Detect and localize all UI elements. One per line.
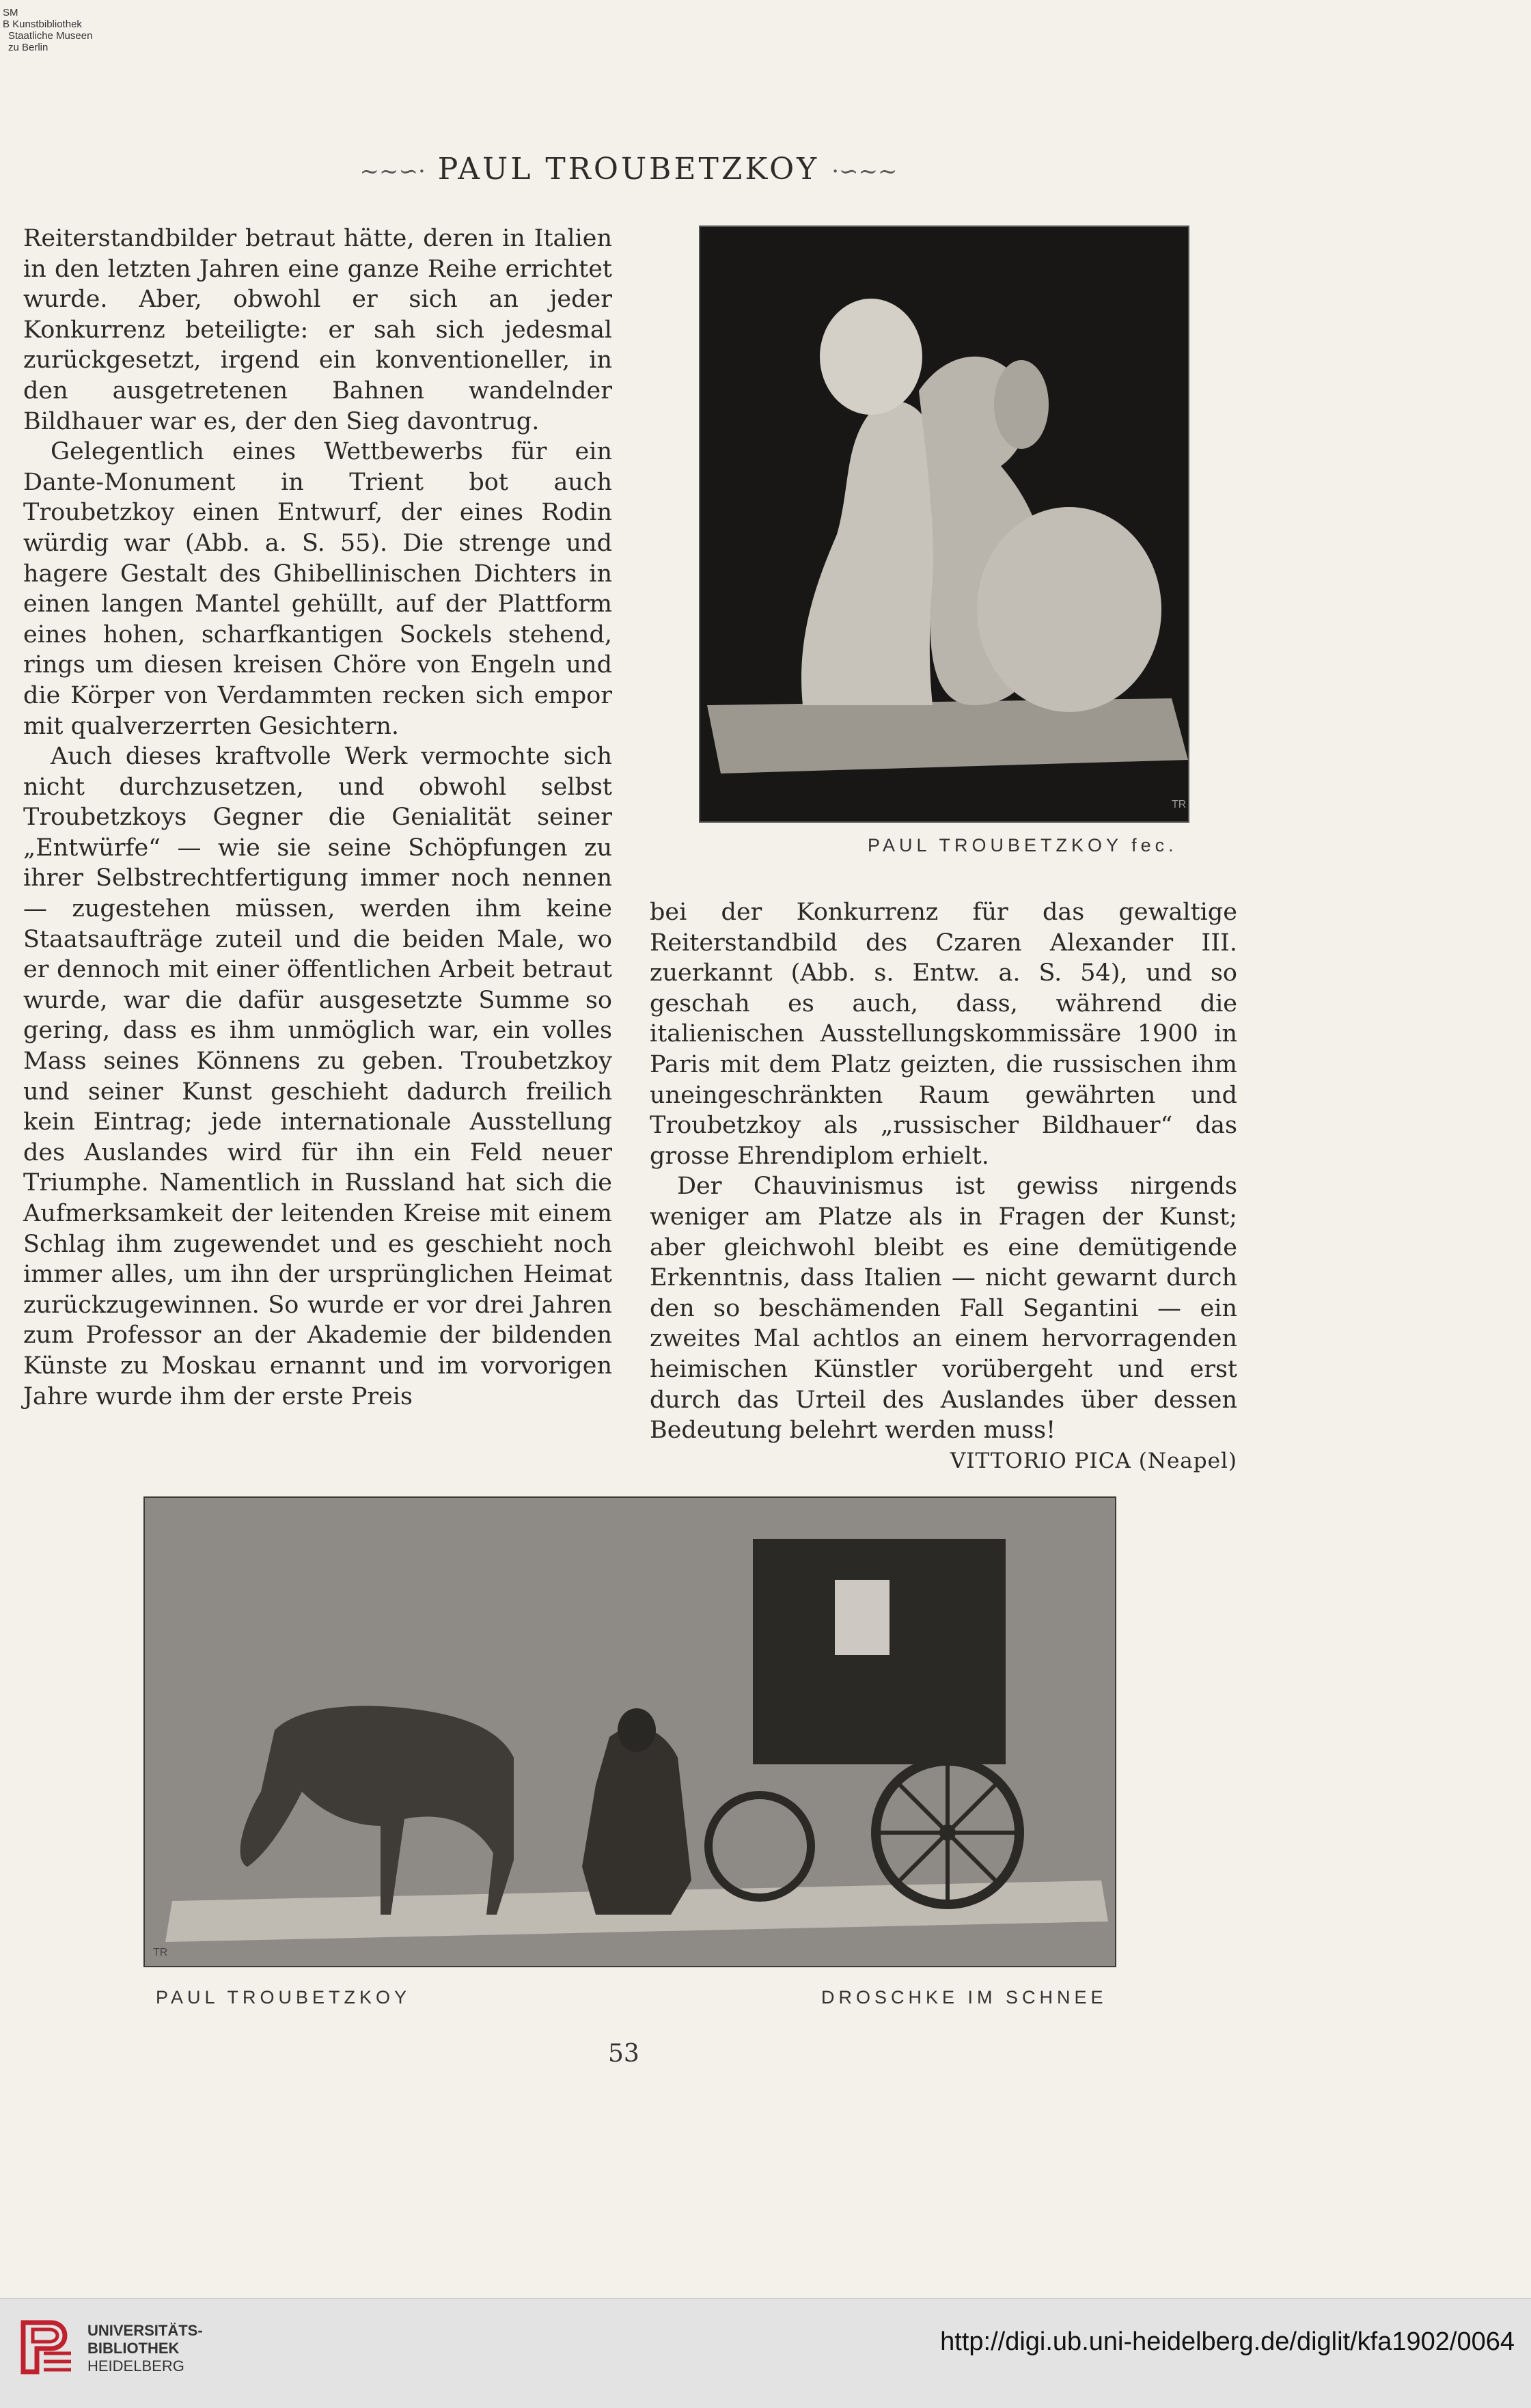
library-stamp [3,7,92,53]
sculpture-photo-carriage-in-snow [143,1496,1116,1967]
university-logo-icon[interactable] [16,2316,78,2380]
paragraph: Gelegentlich eines Wettbewerbs für ein Dante-Monument in Trient bot auch Troubetzkoy einen Entwurf, der eines Rodin würdig war (Abb. a. S. 55). Die strenge und hagere Gestalt des Ghibellinischen Dichters in einen langen Mantel gehüllt, auf der Plattform eines hohen, scharfkantigen Sockels stehend, rings um diesen kreisen Chöre von Engeln und die Körper von Verdammten recken sich empor mit qualverzerrten Gesichtern. [23,438,612,740]
right-ornament-icon: ·∽~~ [831,158,898,185]
university-logo-text[interactable] [87,2322,203,2375]
figure-caption: PAUL TROUBETZKOY fec. [868,835,1178,856]
svg-text:TR: TR [153,1947,168,1958]
paragraph: bei der Konkurrenz für das gewaltige Reiterstandbild des Czaren Alexander III. zuerkannt (Abb. s. Entw. a. S. 54), und so geschah es auch, dass, während die italienischen Ausstellungskommissäre 1900 in Paris mit dem Platz geizten, die russischen ihm uneingeschränkten Raum gewährten und Troubetzkoy als „russischer Bildhauer“ das grosse Ehrendiplom erhielt. [650,899,1237,1170]
sculpture-photo-girl-with-dog [699,225,1189,823]
author-signature: VITTORIO PICA (Neapel) [950,1448,1237,1473]
girl-with-dog-illustration [700,227,1188,821]
paragraph-text: Der Chauvinismus ist gewiss nirgends weniger am Platze als in Fragen der Kunst; aber gleichwohl bleibt es eine demütigende Erkenntnis, dass Italien — nicht gewarnt durch den so beschämenden Fall Segantini — ein zweites Mal achtlos an einem hervorragenden heimischen Künstler vorübergeht und erst durch das Urteil des Auslandes über dessen Bedeutung belehrt werden muss! [650,1173,1237,1445]
paragraph [650,1171,1237,1473]
page-title: PAUL TROUBETZKOY [437,152,820,187]
footer-bar [0,2298,1531,2408]
svg-text:TR: TR [1172,799,1187,810]
left-column [23,223,612,1412]
source-url-link[interactable]: http://digi.ub.uni-heidelberg.de/diglit/kfa1902/0064 [940,2327,1515,2356]
stamp-line: zu Berlin [8,42,49,53]
stamp-line: B Kunstbibliothek [3,18,82,30]
figure-caption-artist: PAUL TROUBETZKOY [156,1987,411,2008]
page-number: 53 [608,2040,639,2068]
carriage-illustration [145,1498,1115,1966]
paragraph: Auch dieses kraftvolle Werk vermochte sich nicht durchzusetzen, und obwohl selbst Troubetzkoys Gegner die Genialität seiner „Entwürfe“ — wie sie seine Schöpfungen zu ihrer Selbstrechtfertigung immer noch nennen — zugestehen müssen, werden ihm keine Staatsaufträge zuteil und die beiden Male, wo er dennoch mit einer öffentlichen Arbeit betraut wurde, war die dafür ausgesetzte Summe so gering, dass es ihm unmöglich war, ein volles Mass seines Könnens zu geben. Troubetzkoy und seiner Kunst geschieht dadurch freilich kein Eintrag; jede internationale Ausstellung des Auslandes wird für ihn ein Feld neuer Triumphe. Namentlich in Russland hat sich die Aufmerksamkeit der leitenden Kreise mit einem Schlag ihm zugewendet und es geschieht noch immer alles, um ihn der ursprünglichen Heimat zurückzugewinnen. So wurde er vor drei Jahren zum Professor an der Akademie der bildenden Künste zu Moskau ernannt und im vorvorigen Jahre wurde ihm der erste Preis [23,743,612,1410]
stamp-line: SM [3,7,18,18]
figure-caption-title: DROSCHKE IM SCHNEE [821,1987,1107,2008]
logo-line: HEIDELBERG [87,2357,184,2375]
right-column [650,897,1237,1476]
logo-line: BIBLIOTHEK [87,2340,180,2357]
left-ornament-icon: ~~∽· [359,158,426,185]
running-head [321,152,936,187]
paragraph: Reiterstandbilder betraut hätte, deren in Italien in den letzten Jahren eine ganze Reihe errichtet wurde. Aber, obwohl er sich an jeder Konkurrenz beteiligte: er sah sich jedesmal zurückgesetzt, irgend ein konventioneller, in den ausgetretenen Bahnen wandelnder Bildhauer war es, der den Sieg davontrug. [23,225,612,435]
logo-line: UNIVERSITÄTS- [87,2322,203,2339]
stamp-line: Staatliche Museen [8,30,93,42]
